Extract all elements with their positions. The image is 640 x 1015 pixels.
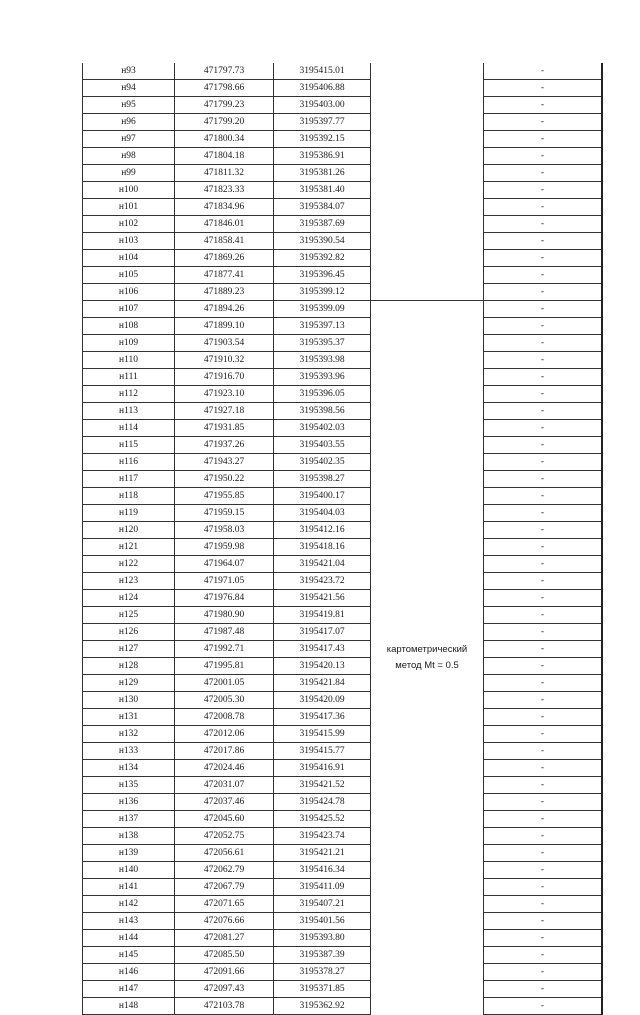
- dash-cell: -: [484, 471, 603, 488]
- y-coordinate-cell: 3195421.52: [274, 777, 371, 794]
- dash-cell: -: [484, 862, 603, 879]
- y-coordinate-cell: 3195420.09: [274, 692, 371, 709]
- dash-cell: -: [484, 216, 603, 233]
- table-row: [83, 590, 603, 607]
- dash-cell: -: [484, 947, 603, 964]
- dash-cell: -: [484, 233, 603, 250]
- x-coordinate-cell: 472012.06: [175, 726, 274, 743]
- table-row: [83, 777, 603, 794]
- point-name-cell: н111: [83, 369, 175, 386]
- point-name-cell: н129: [83, 675, 175, 692]
- dash-cell: -: [484, 726, 603, 743]
- point-name-cell: н128: [83, 658, 175, 675]
- x-coordinate-cell: 472031.07: [175, 777, 274, 794]
- y-coordinate-cell: 3195396.05: [274, 386, 371, 403]
- table-row: [83, 505, 603, 522]
- y-coordinate-cell: 3195419.81: [274, 607, 371, 624]
- dash-cell: -: [484, 828, 603, 845]
- y-coordinate-cell: 3195415.77: [274, 743, 371, 760]
- x-coordinate-cell: 471931.85: [175, 420, 274, 437]
- point-name-cell: н102: [83, 216, 175, 233]
- y-coordinate-cell: 3195371.85: [274, 981, 371, 998]
- x-coordinate-cell: 471964.07: [175, 556, 274, 573]
- x-coordinate-cell: 471910.32: [175, 352, 274, 369]
- y-coordinate-cell: 3195425.52: [274, 811, 371, 828]
- x-coordinate-cell: 472067.79: [175, 879, 274, 896]
- dash-cell: -: [484, 709, 603, 726]
- y-coordinate-cell: 3195417.43: [274, 641, 371, 658]
- point-name-cell: н101: [83, 199, 175, 216]
- point-name-cell: н144: [83, 930, 175, 947]
- x-coordinate-cell: 471958.03: [175, 522, 274, 539]
- dash-cell: -: [484, 420, 603, 437]
- dash-cell: -: [484, 80, 603, 97]
- dash-cell: -: [484, 148, 603, 165]
- y-coordinate-cell: 3195423.74: [274, 828, 371, 845]
- point-name-cell: н116: [83, 454, 175, 471]
- dash-cell: -: [484, 182, 603, 199]
- table-row: [83, 437, 603, 454]
- dash-cell: -: [484, 556, 603, 573]
- x-coordinate-cell: 471800.34: [175, 131, 274, 148]
- table-row: [83, 471, 603, 488]
- y-coordinate-cell: 3195392.15: [274, 131, 371, 148]
- point-name-cell: н130: [83, 692, 175, 709]
- point-name-cell: н97: [83, 131, 175, 148]
- table-row: [83, 420, 603, 437]
- y-coordinate-cell: 3195381.40: [274, 182, 371, 199]
- dash-cell: -: [484, 743, 603, 760]
- point-name-cell: н98: [83, 148, 175, 165]
- table-row: [83, 488, 603, 505]
- y-coordinate-cell: 3195403.00: [274, 97, 371, 114]
- table-row: [83, 148, 603, 165]
- point-name-cell: н103: [83, 233, 175, 250]
- dash-cell: -: [484, 488, 603, 505]
- dash-cell: -: [484, 63, 603, 80]
- x-coordinate-cell: 471894.26: [175, 301, 274, 318]
- x-coordinate-cell: 471995.81: [175, 658, 274, 675]
- point-name-cell: н99: [83, 165, 175, 182]
- y-coordinate-cell: 3195399.09: [274, 301, 371, 318]
- y-coordinate-cell: 3195407.21: [274, 896, 371, 913]
- y-coordinate-cell: 3195401.56: [274, 913, 371, 930]
- x-coordinate-cell: 471797.73: [175, 63, 274, 80]
- x-coordinate-cell: 471799.20: [175, 114, 274, 131]
- y-coordinate-cell: 3195412.16: [274, 522, 371, 539]
- point-name-cell: н147: [83, 981, 175, 998]
- point-name-cell: н113: [83, 403, 175, 420]
- dash-cell: -: [484, 930, 603, 947]
- x-coordinate-cell: 472008.78: [175, 709, 274, 726]
- x-coordinate-cell: 471937.26: [175, 437, 274, 454]
- y-coordinate-cell: 3195400.17: [274, 488, 371, 505]
- point-name-cell: н106: [83, 284, 175, 301]
- point-name-cell: н114: [83, 420, 175, 437]
- x-coordinate-cell: 472103.78: [175, 998, 274, 1015]
- table-row: [83, 964, 603, 981]
- point-name-cell: н110: [83, 352, 175, 369]
- dash-cell: -: [484, 794, 603, 811]
- point-name-cell: н136: [83, 794, 175, 811]
- y-coordinate-cell: 3195390.54: [274, 233, 371, 250]
- point-name-cell: н148: [83, 998, 175, 1015]
- table-row: [83, 692, 603, 709]
- point-name-cell: н145: [83, 947, 175, 964]
- x-coordinate-cell: 471903.54: [175, 335, 274, 352]
- table-row: [83, 216, 603, 233]
- point-name-cell: н135: [83, 777, 175, 794]
- table-row: [83, 794, 603, 811]
- dash-cell: -: [484, 811, 603, 828]
- table-row: [83, 879, 603, 896]
- y-coordinate-cell: 3195415.99: [274, 726, 371, 743]
- y-coordinate-cell: 3195421.04: [274, 556, 371, 573]
- point-name-cell: н146: [83, 964, 175, 981]
- dash-cell: -: [484, 624, 603, 641]
- y-coordinate-cell: 3195404.03: [274, 505, 371, 522]
- dash-cell: -: [484, 998, 603, 1015]
- dash-cell: -: [484, 97, 603, 114]
- x-coordinate-cell: 471858.41: [175, 233, 274, 250]
- dash-cell: -: [484, 505, 603, 522]
- x-coordinate-cell: 471987.48: [175, 624, 274, 641]
- dash-cell: -: [484, 454, 603, 471]
- point-name-cell: н143: [83, 913, 175, 930]
- x-coordinate-cell: 471823.33: [175, 182, 274, 199]
- y-coordinate-cell: 3195402.35: [274, 454, 371, 471]
- dash-cell: -: [484, 641, 603, 658]
- dash-cell: -: [484, 131, 603, 148]
- point-name-cell: н133: [83, 743, 175, 760]
- dash-cell: -: [484, 165, 603, 182]
- point-name-cell: н140: [83, 862, 175, 879]
- x-coordinate-cell: 471899.10: [175, 318, 274, 335]
- x-coordinate-cell: 471811.32: [175, 165, 274, 182]
- x-coordinate-cell: 471943.27: [175, 454, 274, 471]
- y-coordinate-cell: 3195406.88: [274, 80, 371, 97]
- point-name-cell: н121: [83, 539, 175, 556]
- dash-cell: -: [484, 981, 603, 998]
- table-row: [83, 369, 603, 386]
- point-name-cell: н100: [83, 182, 175, 199]
- coordinate-table-page: [82, 63, 603, 1015]
- y-coordinate-cell: 3195384.07: [274, 199, 371, 216]
- table-row: [83, 641, 603, 658]
- dash-cell: -: [484, 522, 603, 539]
- point-name-cell: н109: [83, 335, 175, 352]
- table-row: [83, 607, 603, 624]
- y-coordinate-cell: 3195393.96: [274, 369, 371, 386]
- method-cell-empty: [371, 63, 484, 301]
- dash-cell: -: [484, 437, 603, 454]
- dash-cell: -: [484, 369, 603, 386]
- dash-cell: -: [484, 573, 603, 590]
- x-coordinate-cell: 472076.66: [175, 913, 274, 930]
- dash-cell: -: [484, 777, 603, 794]
- point-name-cell: н93: [83, 63, 175, 80]
- x-coordinate-cell: 472005.30: [175, 692, 274, 709]
- x-coordinate-cell: 472091.66: [175, 964, 274, 981]
- y-coordinate-cell: 3195417.36: [274, 709, 371, 726]
- y-coordinate-cell: 3195378.27: [274, 964, 371, 981]
- dash-cell: -: [484, 114, 603, 131]
- x-coordinate-cell: 471980.90: [175, 607, 274, 624]
- point-name-cell: н95: [83, 97, 175, 114]
- y-coordinate-cell: 3195362.92: [274, 998, 371, 1015]
- table-row: [83, 930, 603, 947]
- dash-cell: -: [484, 301, 603, 318]
- x-coordinate-cell: 471976.84: [175, 590, 274, 607]
- point-name-cell: н115: [83, 437, 175, 454]
- dash-cell: -: [484, 284, 603, 301]
- x-coordinate-cell: 472056.61: [175, 845, 274, 862]
- point-name-cell: н126: [83, 624, 175, 641]
- dash-cell: -: [484, 675, 603, 692]
- table-row: [83, 573, 603, 590]
- x-coordinate-cell: 471992.71: [175, 641, 274, 658]
- y-coordinate-cell: 3195392.82: [274, 250, 371, 267]
- table-row: [83, 981, 603, 998]
- y-coordinate-cell: 3195397.77: [274, 114, 371, 131]
- table-row: [83, 709, 603, 726]
- table-row: [83, 233, 603, 250]
- point-name-cell: н105: [83, 267, 175, 284]
- point-name-cell: н132: [83, 726, 175, 743]
- point-name-cell: н124: [83, 590, 175, 607]
- dash-cell: -: [484, 352, 603, 369]
- dash-cell: -: [484, 267, 603, 284]
- x-coordinate-cell: 471927.18: [175, 403, 274, 420]
- coordinates-table-body: [83, 63, 603, 1015]
- table-row: [83, 828, 603, 845]
- point-name-cell: н104: [83, 250, 175, 267]
- point-name-cell: н120: [83, 522, 175, 539]
- point-name-cell: н137: [83, 811, 175, 828]
- x-coordinate-cell: 471916.70: [175, 369, 274, 386]
- dash-cell: -: [484, 199, 603, 216]
- point-name-cell: н123: [83, 573, 175, 590]
- dash-cell: -: [484, 913, 603, 930]
- point-name-cell: н117: [83, 471, 175, 488]
- point-name-cell: н107: [83, 301, 175, 318]
- point-name-cell: н125: [83, 607, 175, 624]
- y-coordinate-cell: 3195387.69: [274, 216, 371, 233]
- y-coordinate-cell: 3195417.07: [274, 624, 371, 641]
- table-row: [83, 284, 603, 301]
- table-row: [83, 522, 603, 539]
- x-coordinate-cell: 471799.23: [175, 97, 274, 114]
- point-name-cell: н122: [83, 556, 175, 573]
- y-coordinate-cell: 3195399.12: [274, 284, 371, 301]
- table-row: [83, 556, 603, 573]
- x-coordinate-cell: 472001.05: [175, 675, 274, 692]
- dash-cell: -: [484, 607, 603, 624]
- dash-cell: -: [484, 964, 603, 981]
- y-coordinate-cell: 3195423.72: [274, 573, 371, 590]
- dash-cell: -: [484, 692, 603, 709]
- point-name-cell: н96: [83, 114, 175, 131]
- table-row: [83, 454, 603, 471]
- table-row: [83, 182, 603, 199]
- y-coordinate-cell: 3195387.39: [274, 947, 371, 964]
- table-row: [83, 352, 603, 369]
- point-name-cell: н139: [83, 845, 175, 862]
- table-row: [83, 760, 603, 777]
- y-coordinate-cell: 3195416.91: [274, 760, 371, 777]
- table-row: [83, 250, 603, 267]
- y-coordinate-cell: 3195393.80: [274, 930, 371, 947]
- y-coordinate-cell: 3195398.27: [274, 471, 371, 488]
- dash-cell: -: [484, 335, 603, 352]
- y-coordinate-cell: 3195421.56: [274, 590, 371, 607]
- method-cell: [371, 301, 484, 1015]
- dash-cell: -: [484, 386, 603, 403]
- table-row: [83, 131, 603, 148]
- dash-cell: -: [484, 845, 603, 862]
- x-coordinate-cell: 472085.50: [175, 947, 274, 964]
- table-row: [83, 845, 603, 862]
- x-coordinate-cell: 471804.18: [175, 148, 274, 165]
- dash-cell: -: [484, 658, 603, 675]
- x-coordinate-cell: 471877.41: [175, 267, 274, 284]
- dash-cell: -: [484, 879, 603, 896]
- table-row: [83, 80, 603, 97]
- x-coordinate-cell: 471846.01: [175, 216, 274, 233]
- x-coordinate-cell: 471971.05: [175, 573, 274, 590]
- y-coordinate-cell: 3195420.13: [274, 658, 371, 675]
- dash-cell: -: [484, 760, 603, 777]
- table-row: [83, 658, 603, 675]
- table-row: [83, 862, 603, 879]
- table-row: [83, 114, 603, 131]
- y-coordinate-cell: 3195402.03: [274, 420, 371, 437]
- y-coordinate-cell: 3195415.01: [274, 63, 371, 80]
- table-row: [83, 97, 603, 114]
- x-coordinate-cell: 472037.46: [175, 794, 274, 811]
- x-coordinate-cell: 472045.60: [175, 811, 274, 828]
- x-coordinate-cell: 472071.65: [175, 896, 274, 913]
- table-row: [83, 386, 603, 403]
- y-coordinate-cell: 3195424.78: [274, 794, 371, 811]
- y-coordinate-cell: 3195395.37: [274, 335, 371, 352]
- coordinates-table: [82, 63, 603, 1015]
- table-row: [83, 726, 603, 743]
- table-row: [83, 318, 603, 335]
- dash-cell: -: [484, 896, 603, 913]
- y-coordinate-cell: 3195418.16: [274, 539, 371, 556]
- x-coordinate-cell: 471959.98: [175, 539, 274, 556]
- x-coordinate-cell: 472097.43: [175, 981, 274, 998]
- point-name-cell: н118: [83, 488, 175, 505]
- y-coordinate-cell: 3195381.26: [274, 165, 371, 182]
- point-name-cell: н138: [83, 828, 175, 845]
- y-coordinate-cell: 3195416.34: [274, 862, 371, 879]
- x-coordinate-cell: 472017.86: [175, 743, 274, 760]
- method-note: картометрический метод Mt = 0.5: [386, 643, 468, 671]
- x-coordinate-cell: 471798.66: [175, 80, 274, 97]
- table-row: [83, 624, 603, 641]
- y-coordinate-cell: 3195403.55: [274, 437, 371, 454]
- point-name-cell: н108: [83, 318, 175, 335]
- x-coordinate-cell: 472062.79: [175, 862, 274, 879]
- table-row: [83, 335, 603, 352]
- y-coordinate-cell: 3195411.09: [274, 879, 371, 896]
- table-row: [83, 675, 603, 692]
- table-row: [83, 998, 603, 1015]
- x-coordinate-cell: 471889.23: [175, 284, 274, 301]
- y-coordinate-cell: 3195398.56: [274, 403, 371, 420]
- dash-cell: -: [484, 250, 603, 267]
- table-row: [83, 913, 603, 930]
- point-name-cell: н142: [83, 896, 175, 913]
- table-row: [83, 165, 603, 182]
- x-coordinate-cell: 472024.46: [175, 760, 274, 777]
- x-coordinate-cell: 471834.96: [175, 199, 274, 216]
- dash-cell: -: [484, 539, 603, 556]
- point-name-cell: н127: [83, 641, 175, 658]
- table-row: [83, 896, 603, 913]
- point-name-cell: н131: [83, 709, 175, 726]
- point-name-cell: н94: [83, 80, 175, 97]
- x-coordinate-cell: 471959.15: [175, 505, 274, 522]
- y-coordinate-cell: 3195421.21: [274, 845, 371, 862]
- point-name-cell: н119: [83, 505, 175, 522]
- x-coordinate-cell: 471869.26: [175, 250, 274, 267]
- dash-cell: -: [484, 590, 603, 607]
- y-coordinate-cell: 3195386.91: [274, 148, 371, 165]
- point-name-cell: н134: [83, 760, 175, 777]
- x-coordinate-cell: 471955.85: [175, 488, 274, 505]
- dash-cell: -: [484, 318, 603, 335]
- table-row: [83, 743, 603, 760]
- dash-cell: -: [484, 403, 603, 420]
- point-name-cell: н112: [83, 386, 175, 403]
- x-coordinate-cell: 472081.27: [175, 930, 274, 947]
- y-coordinate-cell: 3195397.13: [274, 318, 371, 335]
- table-row: [83, 199, 603, 216]
- y-coordinate-cell: 3195421.84: [274, 675, 371, 692]
- x-coordinate-cell: 472052.75: [175, 828, 274, 845]
- table-row: [83, 301, 603, 318]
- y-coordinate-cell: 3195396.45: [274, 267, 371, 284]
- table-row: [83, 403, 603, 420]
- point-name-cell: н141: [83, 879, 175, 896]
- y-coordinate-cell: 3195393.98: [274, 352, 371, 369]
- table-row: [83, 811, 603, 828]
- x-coordinate-cell: 471923.10: [175, 386, 274, 403]
- table-row: [83, 267, 603, 284]
- table-row: [83, 947, 603, 964]
- table-row: [83, 63, 603, 80]
- table-row: [83, 539, 603, 556]
- x-coordinate-cell: 471950.22: [175, 471, 274, 488]
